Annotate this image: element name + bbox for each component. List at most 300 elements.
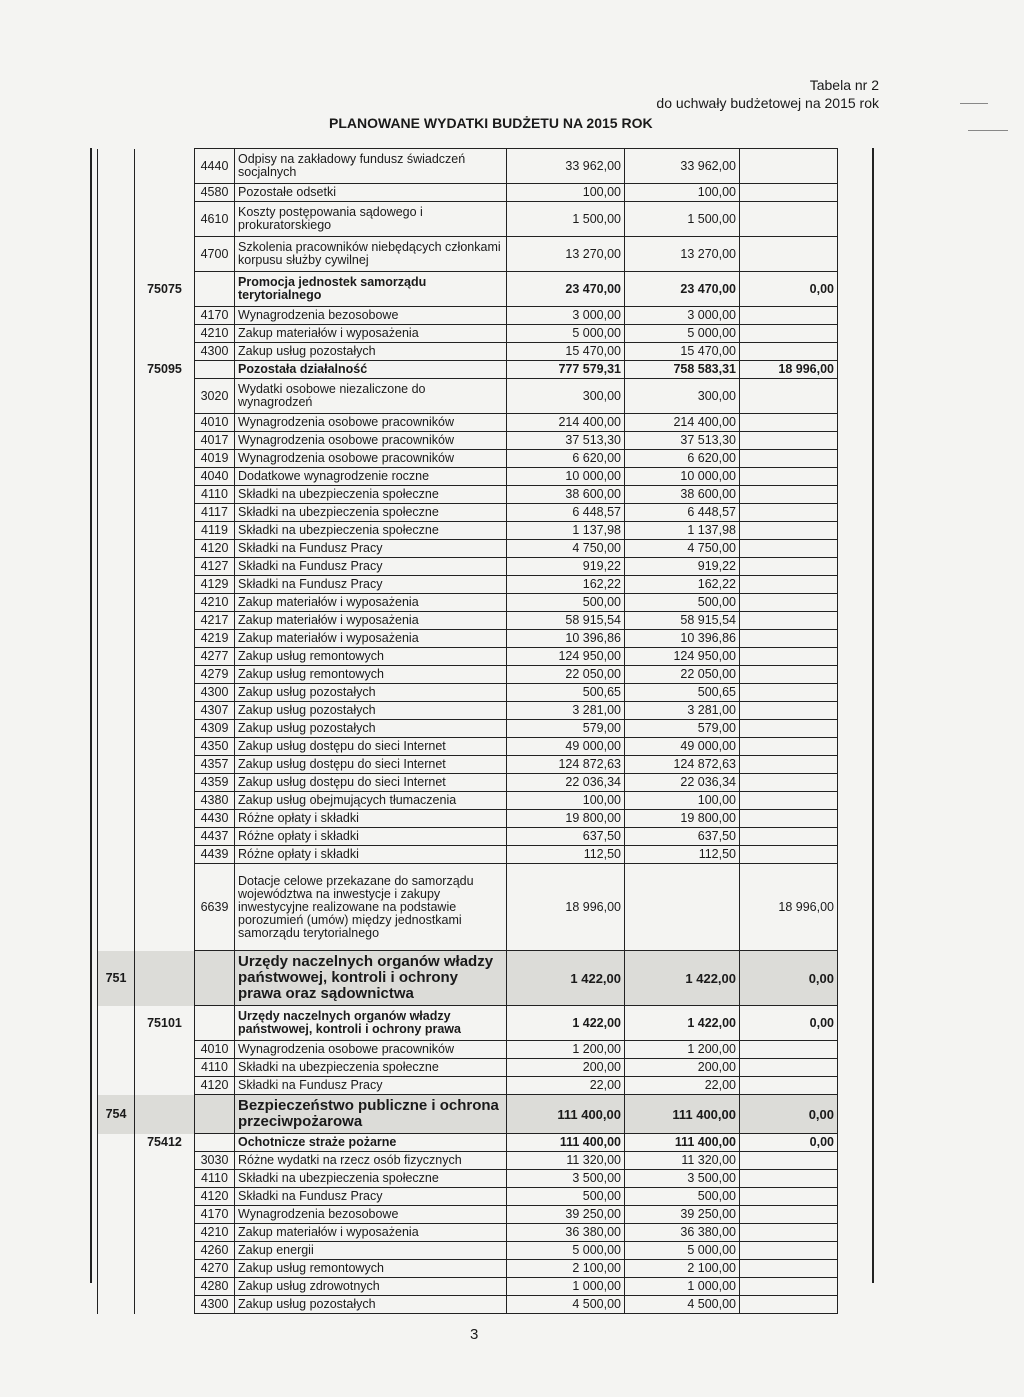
name-cell: Wydatki osobowe niezaliczone do wynagrodzeń [235, 379, 507, 414]
plan-cell: 58 915,54 [507, 612, 625, 630]
plan-cell: 1 000,00 [507, 1278, 625, 1296]
left-page-rule [90, 148, 92, 1283]
table-row [98, 792, 838, 810]
plan-cell: 10 000,00 [507, 468, 625, 486]
dzial-cell [98, 1170, 135, 1188]
dzial-cell [98, 1206, 135, 1224]
majatkowe-cell [740, 558, 838, 576]
majatkowe-cell [740, 666, 838, 684]
paragraf-cell: 4380 [195, 792, 235, 810]
paragraf-cell: 4120 [195, 540, 235, 558]
majatkowe-cell: 0,00 [740, 272, 838, 307]
name-cell: Składki na ubezpieczenia społeczne [235, 486, 507, 504]
majatkowe-cell [740, 343, 838, 361]
majatkowe-cell [740, 540, 838, 558]
rozdzial-cell [135, 1260, 195, 1278]
majatkowe-cell [740, 702, 838, 720]
rozdzial-cell [135, 1278, 195, 1296]
table-row [98, 202, 838, 237]
dzial-cell [98, 450, 135, 468]
name-cell: Zakup materiałów i wyposażenia [235, 630, 507, 648]
biezace-cell: 637,50 [625, 828, 740, 846]
plan-cell: 124 950,00 [507, 648, 625, 666]
table-row [98, 237, 838, 272]
majatkowe-cell [740, 846, 838, 864]
biezace-cell: 6 620,00 [625, 450, 740, 468]
subsection-row [98, 272, 838, 307]
name-cell: Urzędy naczelnych organów władzy państwowej, kontroli i ochrony prawa oraz sądownictwa [235, 951, 507, 1006]
dzial-cell [98, 237, 135, 272]
biezace-cell: 19 800,00 [625, 810, 740, 828]
biezace-cell: 39 250,00 [625, 1206, 740, 1224]
majatkowe-cell [740, 237, 838, 272]
plan-cell: 3 000,00 [507, 307, 625, 325]
majatkowe-cell [740, 1224, 838, 1242]
rozdzial-cell [135, 1095, 195, 1134]
dzial-cell [98, 594, 135, 612]
rozdzial-cell [135, 379, 195, 414]
majatkowe-cell [740, 450, 838, 468]
paragraf-cell: 4300 [195, 1296, 235, 1314]
rozdzial-cell [135, 1206, 195, 1224]
biezace-cell: 758 583,31 [625, 361, 740, 379]
paragraf-cell: 4010 [195, 414, 235, 432]
table-row [98, 522, 838, 540]
paragraf-cell: 4017 [195, 432, 235, 450]
table-row [98, 468, 838, 486]
rozdzial-cell: 75101 [135, 1006, 195, 1041]
plan-cell: 214 400,00 [507, 414, 625, 432]
name-cell: Zakup materiałów i wyposażenia [235, 325, 507, 343]
name-cell: Zakup usług remontowych [235, 1260, 507, 1278]
dzial-cell [98, 576, 135, 594]
paragraf-cell [195, 1134, 235, 1152]
dzial-cell [98, 1242, 135, 1260]
dzial-cell [98, 522, 135, 540]
plan-cell: 10 396,86 [507, 630, 625, 648]
biezace-cell: 124 950,00 [625, 648, 740, 666]
plan-cell: 100,00 [507, 184, 625, 202]
name-cell: Zakup usług pozostałych [235, 684, 507, 702]
table-row [98, 684, 838, 702]
rozdzial-cell [135, 450, 195, 468]
name-cell: Wynagrodzenia osobowe pracowników [235, 432, 507, 450]
biezace-cell: 124 872,63 [625, 756, 740, 774]
paragraf-cell: 4439 [195, 846, 235, 864]
paragraf-cell: 4580 [195, 184, 235, 202]
majatkowe-cell [740, 379, 838, 414]
dzial-cell [98, 486, 135, 504]
majatkowe-cell [740, 1041, 838, 1059]
biezace-cell: 100,00 [625, 184, 740, 202]
name-cell: Zakup materiałów i wyposażenia [235, 1224, 507, 1242]
dzial-cell [98, 774, 135, 792]
plan-cell: 49 000,00 [507, 738, 625, 756]
majatkowe-cell [740, 1188, 838, 1206]
paragraf-cell: 4210 [195, 1224, 235, 1242]
plan-cell: 2 100,00 [507, 1260, 625, 1278]
table-row [98, 630, 838, 648]
rozdzial-cell [135, 432, 195, 450]
plan-cell: 162,22 [507, 576, 625, 594]
paragraf-cell [195, 951, 235, 1006]
biezace-cell: 38 600,00 [625, 486, 740, 504]
paragraf-cell: 4279 [195, 666, 235, 684]
dzial-cell [98, 846, 135, 864]
name-cell: Składki na Fundusz Pracy [235, 1077, 507, 1095]
table-row [98, 702, 838, 720]
name-cell: Wynagrodzenia osobowe pracowników [235, 414, 507, 432]
paragraf-cell: 4307 [195, 702, 235, 720]
plan-cell: 33 962,00 [507, 149, 625, 184]
dzial-cell [98, 1134, 135, 1152]
majatkowe-cell [740, 774, 838, 792]
plan-cell: 4 750,00 [507, 540, 625, 558]
majatkowe-cell [740, 486, 838, 504]
plan-cell: 13 270,00 [507, 237, 625, 272]
majatkowe-cell [740, 630, 838, 648]
plan-cell: 15 470,00 [507, 343, 625, 361]
rozdzial-cell [135, 149, 195, 184]
rozdzial-cell [135, 1059, 195, 1077]
rozdzial-cell [135, 630, 195, 648]
plan-cell: 5 000,00 [507, 1242, 625, 1260]
rozdzial-cell [135, 1152, 195, 1170]
name-cell: Zakup usług dostępu do sieci Internet [235, 774, 507, 792]
rozdzial-cell [135, 702, 195, 720]
plan-cell: 22 050,00 [507, 666, 625, 684]
name-cell: Wynagrodzenia bezosobowe [235, 307, 507, 325]
paragraf-cell: 4170 [195, 307, 235, 325]
dzial-cell [98, 468, 135, 486]
table-row [98, 774, 838, 792]
rozdzial-cell [135, 325, 195, 343]
subsection-row [98, 361, 838, 379]
table-row [98, 1059, 838, 1077]
rozdzial-cell [135, 1224, 195, 1242]
plan-cell: 3 281,00 [507, 702, 625, 720]
rozdzial-cell [135, 774, 195, 792]
paragraf-cell: 4260 [195, 1242, 235, 1260]
majatkowe-cell [740, 504, 838, 522]
biezace-cell [625, 864, 740, 951]
name-cell: Pozostałe odsetki [235, 184, 507, 202]
majatkowe-cell [740, 1152, 838, 1170]
dzial-cell: 751 [98, 951, 135, 1006]
plan-cell: 1 200,00 [507, 1041, 625, 1059]
dzial-cell [98, 1041, 135, 1059]
majatkowe-cell: 0,00 [740, 951, 838, 1006]
rozdzial-cell [135, 540, 195, 558]
table-row [98, 1077, 838, 1095]
table-row [98, 149, 838, 184]
name-cell: Zakup usług pozostałych [235, 702, 507, 720]
table-row [98, 1041, 838, 1059]
majatkowe-cell [740, 184, 838, 202]
rozdzial-cell [135, 951, 195, 1006]
paragraf-cell: 4359 [195, 774, 235, 792]
plan-cell: 39 250,00 [507, 1206, 625, 1224]
dzial-cell [98, 1059, 135, 1077]
name-cell: Wynagrodzenia bezosobowe [235, 1206, 507, 1224]
section-row [98, 1095, 838, 1134]
majatkowe-cell [740, 1206, 838, 1224]
table-row [98, 558, 838, 576]
paragraf-cell: 4219 [195, 630, 235, 648]
biezace-cell: 22 050,00 [625, 666, 740, 684]
name-cell: Wynagrodzenia osobowe pracowników [235, 450, 507, 468]
paragraf-cell: 4610 [195, 202, 235, 237]
dzial-cell [98, 666, 135, 684]
name-cell: Składki na ubezpieczenia społeczne [235, 1170, 507, 1188]
rozdzial-cell: 75412 [135, 1134, 195, 1152]
dzial-cell [98, 1077, 135, 1095]
biezace-cell: 36 380,00 [625, 1224, 740, 1242]
biezace-cell: 4 500,00 [625, 1296, 740, 1314]
rozdzial-cell [135, 504, 195, 522]
plan-cell: 4 500,00 [507, 1296, 625, 1314]
dzial-cell [98, 1260, 135, 1278]
name-cell: Składki na ubezpieczenia społeczne [235, 522, 507, 540]
dzial-cell [98, 558, 135, 576]
plan-cell: 1 137,98 [507, 522, 625, 540]
paragraf-cell: 4210 [195, 325, 235, 343]
plan-cell: 19 800,00 [507, 810, 625, 828]
table-row [98, 846, 838, 864]
paragraf-cell: 4350 [195, 738, 235, 756]
biezace-cell: 10 000,00 [625, 468, 740, 486]
majatkowe-cell: 0,00 [740, 1134, 838, 1152]
majatkowe-cell [740, 738, 838, 756]
paragraf-cell: 4110 [195, 1059, 235, 1077]
dzial-cell [98, 1224, 135, 1242]
table-row [98, 648, 838, 666]
biezace-cell: 111 400,00 [625, 1095, 740, 1134]
table-row [98, 576, 838, 594]
biezace-cell: 200,00 [625, 1059, 740, 1077]
majatkowe-cell: 0,00 [740, 1006, 838, 1041]
table-row [98, 594, 838, 612]
majatkowe-cell [740, 684, 838, 702]
rozdzial-cell [135, 576, 195, 594]
majatkowe-cell [740, 414, 838, 432]
name-cell: Urzędy naczelnych organów władzy państwowej, kontroli i ochrony prawa [235, 1006, 507, 1041]
dzial-cell [98, 1188, 135, 1206]
dzial-cell [98, 504, 135, 522]
table-row [98, 720, 838, 738]
majatkowe-cell [740, 522, 838, 540]
paragraf-cell: 4117 [195, 504, 235, 522]
name-cell: Zakup usług remontowych [235, 648, 507, 666]
biezace-cell: 3 281,00 [625, 702, 740, 720]
table-row [98, 756, 838, 774]
plan-cell: 38 600,00 [507, 486, 625, 504]
plan-cell: 919,22 [507, 558, 625, 576]
paragraf-cell: 4210 [195, 594, 235, 612]
majatkowe-cell: 18 996,00 [740, 361, 838, 379]
table-row [98, 486, 838, 504]
subsection-row [98, 1134, 838, 1152]
majatkowe-cell: 0,00 [740, 1095, 838, 1134]
name-cell: Różne wydatki na rzecz osób fizycznych [235, 1152, 507, 1170]
table-row [98, 414, 838, 432]
section-row [98, 951, 838, 1006]
name-cell: Pozostała działalność [235, 361, 507, 379]
plan-cell: 124 872,63 [507, 756, 625, 774]
dzial-cell [98, 630, 135, 648]
name-cell: Składki na ubezpieczenia społeczne [235, 504, 507, 522]
majatkowe-cell [740, 149, 838, 184]
name-cell: Szkolenia pracowników niebędących członkami korpusu służby cywilnej [235, 237, 507, 272]
paragraf-cell: 4277 [195, 648, 235, 666]
dzial-cell [98, 361, 135, 379]
majatkowe-cell [740, 1170, 838, 1188]
rozdzial-cell [135, 307, 195, 325]
plan-cell: 111 400,00 [507, 1134, 625, 1152]
table-row [98, 1278, 838, 1296]
biezace-cell: 23 470,00 [625, 272, 740, 307]
rozdzial-cell [135, 184, 195, 202]
table-row [98, 184, 838, 202]
rozdzial-cell [135, 1041, 195, 1059]
paragraf-cell [195, 1095, 235, 1134]
name-cell: Dodatkowe wynagrodzenie roczne [235, 468, 507, 486]
biezace-cell: 112,50 [625, 846, 740, 864]
rozdzial-cell [135, 738, 195, 756]
paragraf-cell: 4437 [195, 828, 235, 846]
paragraf-cell: 4440 [195, 149, 235, 184]
name-cell: Różne opłaty i składki [235, 828, 507, 846]
plan-cell: 777 579,31 [507, 361, 625, 379]
majatkowe-cell [740, 594, 838, 612]
biezace-cell: 49 000,00 [625, 738, 740, 756]
table-row [98, 666, 838, 684]
paragraf-cell: 4120 [195, 1188, 235, 1206]
biezace-cell: 579,00 [625, 720, 740, 738]
paragraf-cell: 4129 [195, 576, 235, 594]
name-cell: Bezpieczeństwo publiczne i ochrona przeciwpożarowa [235, 1095, 507, 1134]
paragraf-cell: 4357 [195, 756, 235, 774]
dzial-cell [98, 307, 135, 325]
table-row [98, 1170, 838, 1188]
table-row [98, 1296, 838, 1314]
dzial-cell [98, 828, 135, 846]
biezace-cell: 6 448,57 [625, 504, 740, 522]
paragraf-cell: 4309 [195, 720, 235, 738]
rozdzial-cell [135, 486, 195, 504]
dzial-cell [98, 414, 135, 432]
majatkowe-cell [740, 1278, 838, 1296]
dzial-cell [98, 432, 135, 450]
dzial-cell [98, 202, 135, 237]
rozdzial-cell [135, 414, 195, 432]
name-cell: Składki na Fundusz Pracy [235, 558, 507, 576]
name-cell: Zakup materiałów i wyposażenia [235, 594, 507, 612]
biezace-cell: 22 036,34 [625, 774, 740, 792]
dzial-cell [98, 379, 135, 414]
dzial-cell [98, 810, 135, 828]
name-cell: Składki na ubezpieczenia społeczne [235, 1059, 507, 1077]
table-row [98, 1188, 838, 1206]
paragraf-cell: 4700 [195, 237, 235, 272]
scan-mark [968, 130, 1008, 131]
plan-cell: 36 380,00 [507, 1224, 625, 1242]
plan-cell: 500,65 [507, 684, 625, 702]
rozdzial-cell [135, 1170, 195, 1188]
biezace-cell: 919,22 [625, 558, 740, 576]
table-row [98, 1260, 838, 1278]
rozdzial-cell [135, 343, 195, 361]
table-row [98, 828, 838, 846]
dzial-cell [98, 720, 135, 738]
plan-cell: 500,00 [507, 594, 625, 612]
dzial-cell [98, 149, 135, 184]
majatkowe-cell [740, 1077, 838, 1095]
plan-cell: 1 500,00 [507, 202, 625, 237]
majatkowe-cell [740, 810, 838, 828]
paragraf-cell: 4270 [195, 1260, 235, 1278]
majatkowe-cell [740, 1242, 838, 1260]
rozdzial-cell [135, 594, 195, 612]
rozdzial-cell [135, 1077, 195, 1095]
dzial-cell [98, 1296, 135, 1314]
paragraf-cell: 3020 [195, 379, 235, 414]
table-row [98, 450, 838, 468]
paragraf-cell: 4119 [195, 522, 235, 540]
table-row [98, 810, 838, 828]
name-cell: Ochotnicze straże pożarne [235, 1134, 507, 1152]
biezace-cell: 5 000,00 [625, 1242, 740, 1260]
plan-cell: 637,50 [507, 828, 625, 846]
majatkowe-cell [740, 1296, 838, 1314]
paragraf-cell: 4217 [195, 612, 235, 630]
biezace-cell: 500,00 [625, 594, 740, 612]
biezace-cell: 2 100,00 [625, 1260, 740, 1278]
rozdzial-cell [135, 1242, 195, 1260]
plan-cell: 11 320,00 [507, 1152, 625, 1170]
plan-cell: 111 400,00 [507, 1095, 625, 1134]
dzial-cell [98, 702, 135, 720]
biezace-cell: 22,00 [625, 1077, 740, 1095]
plan-cell: 200,00 [507, 1059, 625, 1077]
majatkowe-cell [740, 792, 838, 810]
paragraf-cell: 4110 [195, 486, 235, 504]
rozdzial-cell [135, 666, 195, 684]
biezace-cell: 13 270,00 [625, 237, 740, 272]
name-cell: Składki na Fundusz Pracy [235, 540, 507, 558]
rozdzial-cell [135, 522, 195, 540]
dzial-cell [98, 1152, 135, 1170]
name-cell: Zakup usług pozostałych [235, 1296, 507, 1314]
table-row [98, 1224, 838, 1242]
biezace-cell: 1 500,00 [625, 202, 740, 237]
rozdzial-cell [135, 558, 195, 576]
biezace-cell: 1 200,00 [625, 1041, 740, 1059]
dzial-cell [98, 756, 135, 774]
plan-cell: 6 448,57 [507, 504, 625, 522]
majatkowe-cell [740, 612, 838, 630]
name-cell: Wynagrodzenia osobowe pracowników [235, 1041, 507, 1059]
majatkowe-cell [740, 307, 838, 325]
paragraf-cell: 4170 [195, 1206, 235, 1224]
rozdzial-cell [135, 792, 195, 810]
rozdzial-cell [135, 237, 195, 272]
page-title: PLANOWANE WYDATKI BUDŻETU NA 2015 ROK [329, 115, 653, 131]
biezace-cell: 500,00 [625, 1188, 740, 1206]
majatkowe-cell [740, 648, 838, 666]
plan-cell: 1 422,00 [507, 951, 625, 1006]
page-number: 3 [470, 1326, 479, 1343]
